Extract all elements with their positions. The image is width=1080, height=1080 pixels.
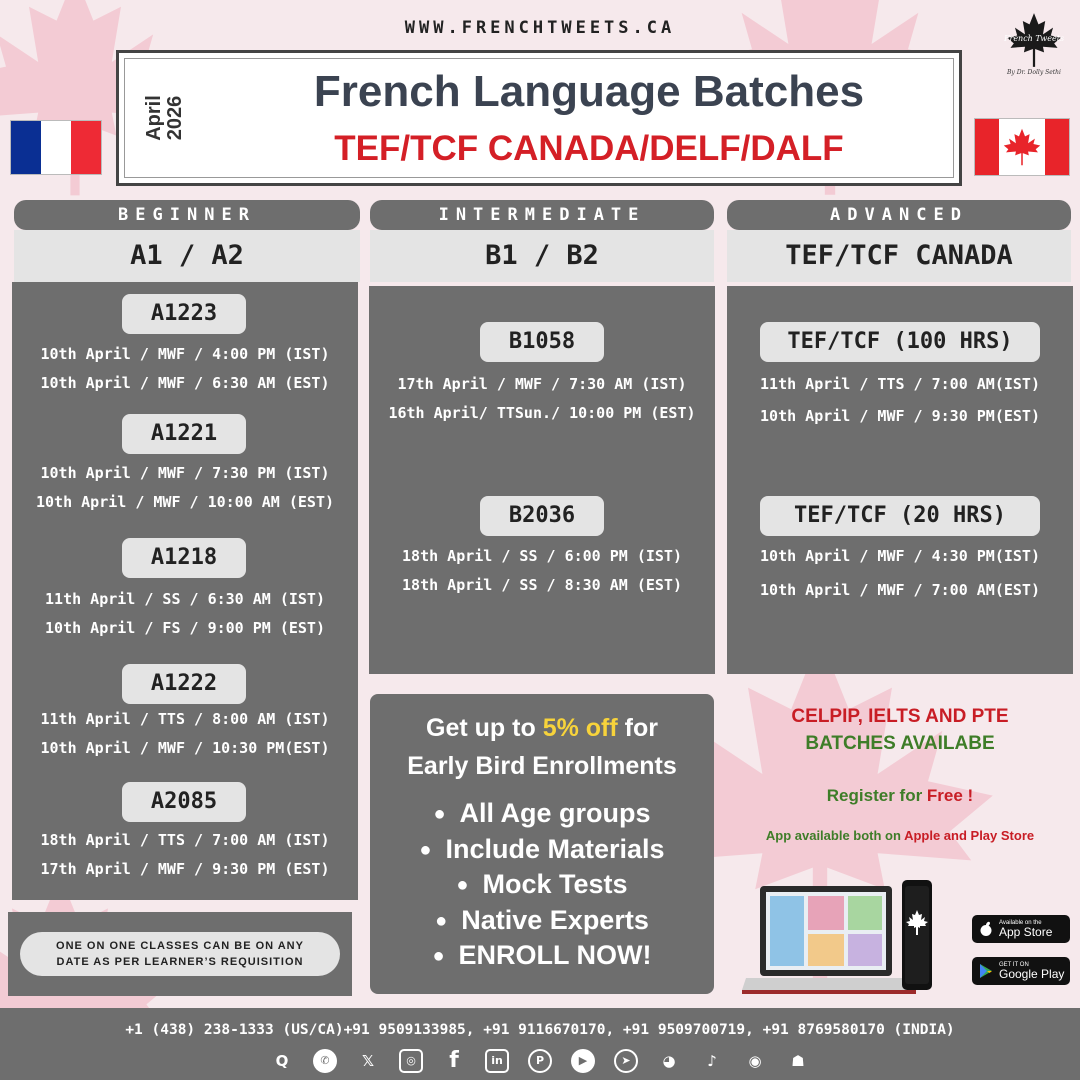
bullet-icon: ● (419, 838, 432, 861)
batch-code: B2036 (480, 496, 604, 536)
social-icons-row (270, 1048, 810, 1074)
advanced-batches-panel (727, 286, 1073, 674)
page-subtitle: TEF/TCF CANADA/DELF/DALF (334, 129, 844, 168)
batch-code: A1221 (122, 414, 246, 454)
intermediate-batches-panel (369, 286, 715, 674)
batch-schedule: 18th April / TTS / 7:00 AM (IST) (40, 831, 330, 849)
facebook-icon[interactable]: f (449, 1048, 459, 1073)
batch-month: April (143, 95, 165, 141)
register-text: Register for (826, 786, 927, 805)
instagram-icon[interactable]: ◎ (399, 1049, 423, 1073)
benefit-item (370, 796, 714, 832)
batch-code: B1058 (480, 322, 604, 362)
france-flag-icon (10, 120, 102, 175)
one-on-one-panel (8, 912, 352, 996)
batch-code: A1223 (122, 294, 246, 334)
telegram-icon[interactable]: ➤ (614, 1049, 638, 1073)
batch-schedule: 10th April / MWF / 10:30 PM(EST) (40, 739, 330, 757)
bullet-icon: ● (432, 945, 445, 967)
promo-headline (370, 714, 714, 743)
brand-logo (994, 8, 1074, 100)
discount-highlight: 5% off (542, 714, 618, 742)
google-play-icon (978, 963, 994, 979)
app-devices-image (742, 880, 932, 1000)
promo-benefits-list (370, 796, 714, 974)
pinterest-icon[interactable]: P (528, 1049, 552, 1073)
linkedin-icon[interactable]: in (485, 1049, 509, 1073)
batch-schedule: 10th April / MWF / 7:00 AM(EST) (760, 581, 1040, 599)
benefit-item (370, 832, 714, 868)
column-heading-intermediate: INTERMEDIATE (370, 200, 714, 230)
bullet-icon: ● (433, 803, 446, 825)
batch-code: A2085 (122, 782, 246, 822)
batch-code: A1218 (122, 538, 246, 578)
batch-year: 2026 (164, 95, 186, 141)
batch-code: TEF/TCF (20 HRS) (760, 496, 1040, 536)
app-store-badge[interactable] (972, 915, 1070, 943)
youtube-icon[interactable]: ▶ (571, 1049, 595, 1073)
batch-schedule: 10th April / MWF / 4:00 PM (IST) (40, 345, 330, 363)
batch-schedule: 18th April / SS / 6:00 PM (IST) (402, 547, 682, 565)
quora-icon[interactable]: Q (275, 1052, 289, 1070)
one-on-one-line: ONE ON ONE CLASSES CAN BE ON ANY (56, 940, 304, 952)
promo-pre: Get up to (426, 714, 543, 742)
register-free: Free ! (926, 786, 974, 805)
level-label-beginner: A1 / A2 (14, 230, 360, 282)
column-heading-advanced: ADVANCED (727, 200, 1071, 230)
promo-post: for (617, 714, 658, 742)
batch-schedule: 10th April / MWF / 6:30 AM (EST) (40, 374, 330, 392)
column-heading-beginner: BEGINNER (14, 200, 360, 230)
batch-schedule: 17th April / MWF / 7:30 AM (IST) (397, 375, 687, 393)
batch-schedule: 10th April / FS / 9:00 PM (EST) (45, 619, 325, 637)
level-label-advanced: TEF/TCF CANADA (727, 230, 1071, 282)
promo-subheadline: Early Bird Enrollments (407, 752, 677, 780)
title-panel (116, 50, 962, 186)
logo-byline: By Dr. Dolly Sethi (1007, 69, 1061, 76)
benefit-text: Include Materials (445, 833, 665, 864)
reddit-icon[interactable]: ◉ (748, 1052, 762, 1070)
bullet-icon: ● (456, 874, 469, 896)
google-play-label: Google Play (999, 967, 1065, 981)
discord-icon[interactable]: ◕ (662, 1052, 676, 1070)
app-availability (730, 828, 1070, 843)
batch-schedule: 10th April / MWF / 10:00 AM (EST) (35, 493, 334, 511)
benefit-item (370, 903, 714, 939)
benefit-text: Native Experts (461, 904, 649, 935)
batch-date (144, 78, 214, 158)
contact-numbers[interactable]: +1 (438) 238-1333 (US/CA)+91 9509133985, +91 9116670170, +91 9509700719, +91 8769580170 (INDIA) (125, 1022, 955, 1038)
bullet-icon: ● (435, 909, 448, 932)
beginner-batches-panel (12, 282, 358, 900)
snapchat-icon[interactable]: ☗ (791, 1052, 805, 1070)
batch-schedule: 10th April / MWF / 4:30 PM(IST) (760, 547, 1040, 565)
level-label-intermediate: B1 / B2 (370, 230, 714, 282)
google-play-small: GET IT ON (999, 962, 1029, 968)
google-play-badge[interactable] (972, 957, 1070, 985)
batch-schedule: 16th April/ TTSun./ 10:00 PM (EST) (388, 404, 696, 422)
benefit-item (370, 867, 714, 903)
batch-schedule: 18th April / SS / 8:30 AM (EST) (402, 576, 682, 594)
promo-panel (370, 694, 714, 994)
logo-text: French Tweets (1003, 34, 1065, 43)
whatsapp-icon[interactable]: ✆ (313, 1049, 337, 1073)
batch-code: TEF/TCF (100 HRS) (760, 322, 1040, 362)
app-store-label: App Store (999, 925, 1053, 939)
tiktok-icon[interactable]: ♪ (707, 1052, 717, 1070)
batch-schedule: 10th April / MWF / 7:30 PM (IST) (40, 464, 330, 482)
footer (0, 1008, 1080, 1080)
website-url[interactable]: WWW.FRENCHTWEETS.CA (404, 18, 676, 38)
one-on-one-note (20, 932, 340, 976)
enroll-now-link[interactable]: ENROLL NOW! (458, 940, 652, 970)
batch-schedule: 10th April / MWF / 9:30 PM(EST) (760, 407, 1040, 425)
other-exams-title: CELPIP, IELTS AND PTE (791, 706, 1009, 727)
app-store-small: Available on the (999, 920, 1042, 926)
benefit-text: All Age groups (459, 798, 651, 828)
benefit-text: Mock Tests (482, 869, 628, 899)
batch-code: A1222 (122, 664, 246, 704)
app-text: App available both on (765, 828, 905, 843)
register-link[interactable] (730, 786, 1070, 806)
other-exams-available: BATCHES AVAILABE (805, 733, 995, 754)
x-icon[interactable]: 𝕏 (361, 1052, 375, 1070)
page-title: French Language Batches (313, 67, 865, 116)
benefit-item (370, 938, 714, 974)
batch-schedule: 17th April / MWF / 9:30 PM (EST) (40, 860, 330, 878)
batch-schedule: 11th April / TTS / 8:00 AM (IST) (40, 710, 330, 728)
canada-flag-icon (974, 118, 1070, 176)
batch-schedule: 11th April / TTS / 7:00 AM(IST) (760, 375, 1040, 393)
batch-schedule: 11th April / SS / 6:30 AM (IST) (45, 590, 325, 608)
one-on-one-line: DATE AS PER LEARNER’S REQUISITION (56, 956, 304, 968)
app-stores: Apple and Play Store (904, 828, 1035, 843)
apple-icon (978, 921, 994, 937)
